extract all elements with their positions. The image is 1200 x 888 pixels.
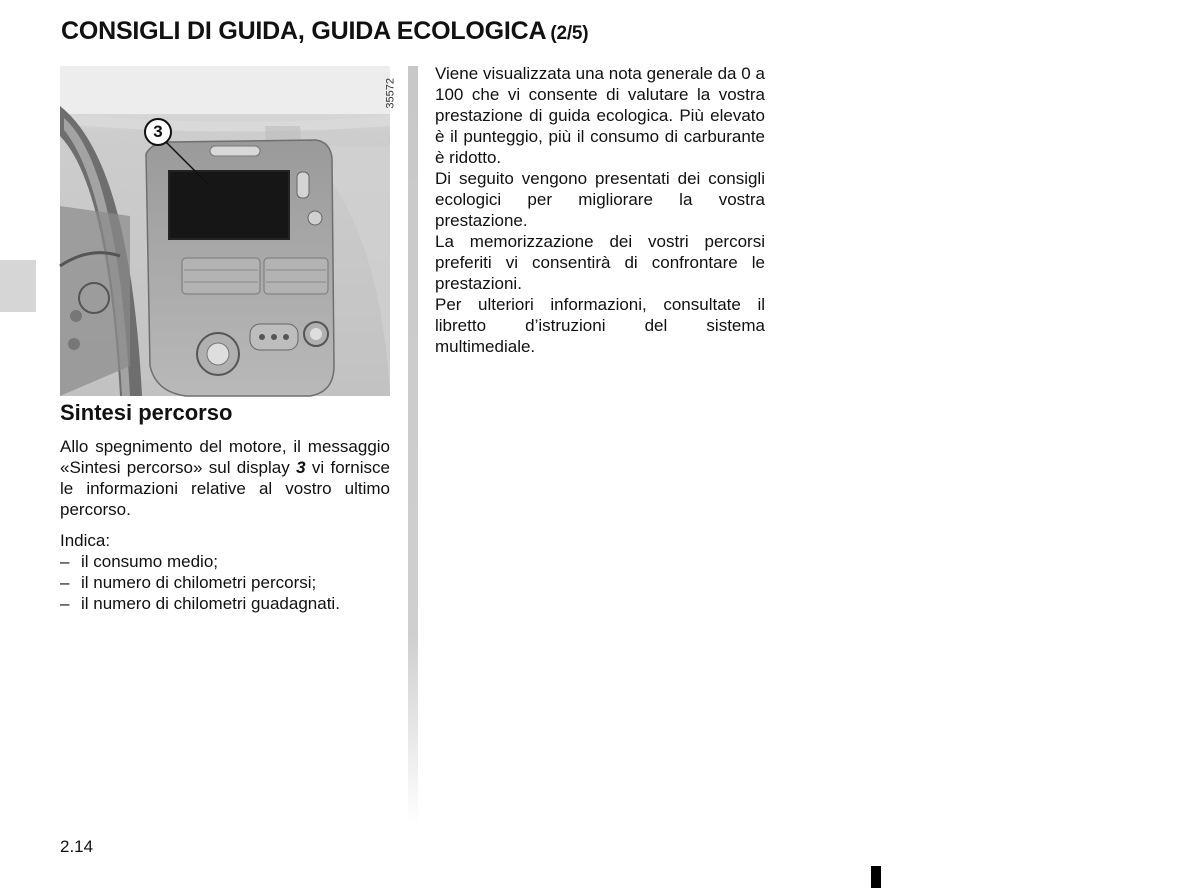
summary-text-1: Allo spegnimento del motore, il messaggio «Sintesi percorso» sul display [60, 437, 390, 477]
page-title [61, 17, 588, 46]
dash-bullet: – [60, 594, 70, 613]
section-heading: Sintesi percorso [60, 400, 233, 425]
section-tab [0, 260, 36, 312]
list-item [60, 551, 390, 572]
summary-paragraph [60, 436, 390, 520]
display-reference: 3 [296, 458, 306, 477]
callout-3: 3 [144, 118, 172, 146]
summary-text-2: vi fornisce le informazioni relative al vostro ultimo percorso. [60, 458, 390, 519]
dashboard-drawing [60, 66, 390, 396]
left-column [60, 400, 390, 614]
page-counter: (2/5) [550, 23, 589, 44]
more-info-paragraph: Per ulteriori informazioni, consultate il libretto d’istruzioni del sistema multimediale. [435, 295, 765, 356]
right-column [435, 63, 765, 357]
figure-code: 35572 [385, 78, 397, 109]
dash-bullet: – [60, 573, 70, 592]
tips-paragraph: Di seguito vengono presentati dei consigli ecologici per migliorare la vostra prestazione. [435, 169, 765, 230]
routes-paragraph: La memorizzazione dei vostri percorsi preferiti vi consentirà di confrontare le prestazioni. [435, 232, 765, 293]
list-item [60, 572, 390, 593]
column-divider [408, 66, 418, 826]
dash-bullet: – [60, 552, 70, 571]
score-paragraph: Viene visualizzata una nota generale da 0 a 100 che vi consente di valutare la vostra prestazione di guida ecologica. Più elevato è il punteggio, più il consumo di carburante è ridotto. [435, 64, 765, 167]
list-item-text: il numero di chilometri percorsi; [81, 573, 317, 592]
list-item-text: il consumo medio; [81, 552, 219, 571]
page-number: 2.14 [60, 837, 94, 856]
list-item [60, 593, 390, 614]
list-item-text: il numero di chilometri guadagnati. [81, 594, 340, 613]
info-list [60, 551, 390, 614]
dashboard-illustration [60, 66, 397, 396]
indica-label: Indica: [60, 531, 111, 550]
edge-marker [871, 866, 881, 888]
title-text: CONSIGLI DI GUIDA, GUIDA ECOLOGICA [61, 17, 547, 45]
